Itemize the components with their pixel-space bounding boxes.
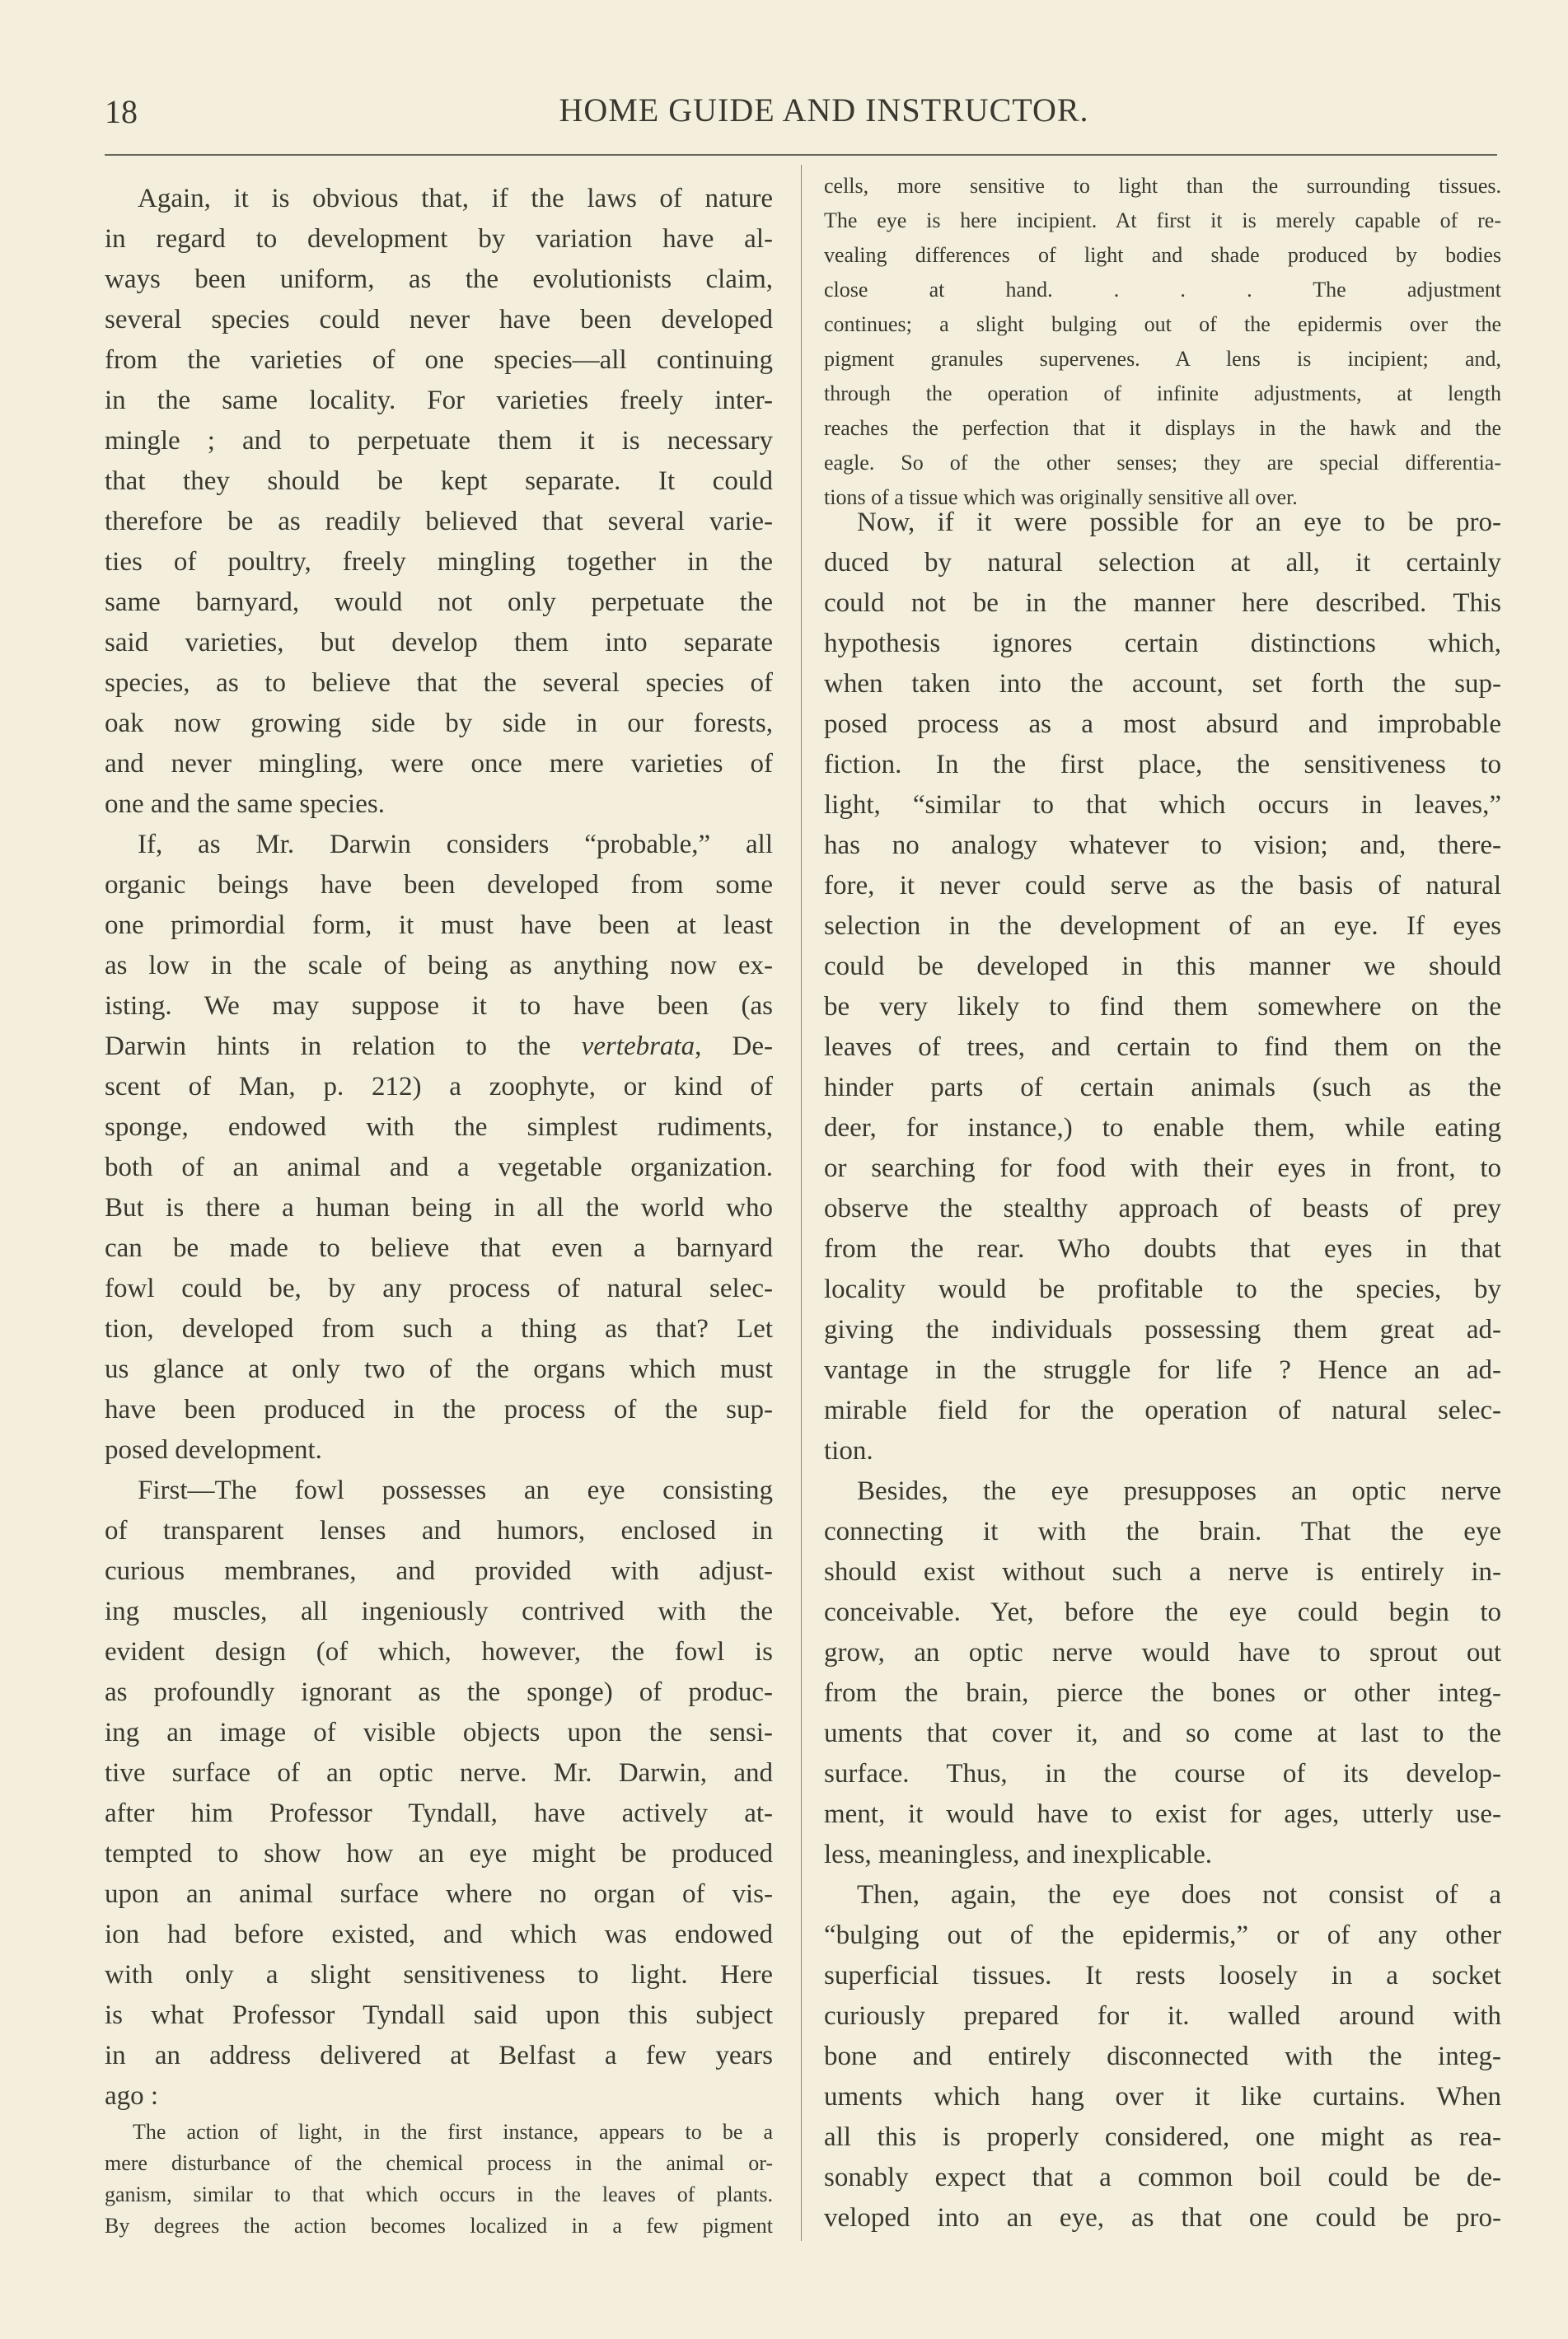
text-line: upon an animal surface where no organ of vis- — [105, 1879, 773, 1909]
text-line: sponge, endowed with the simplest rudiments, — [105, 1112, 773, 1142]
text-line: deer, for instance,) to enable them, while eating — [824, 1113, 1501, 1143]
text-line: through the operation of infinite adjustments, at length — [824, 381, 1501, 405]
text-segment: Darwin hints in relation to the — [105, 1031, 582, 1061]
text-line: posed process as a most absurd and improbable — [824, 709, 1501, 739]
text-line: curiously prepared for it. walled around with — [824, 2001, 1501, 2031]
text-line: when taken into the account, set forth the sup- — [824, 669, 1501, 699]
text-line: mere disturbance of the chemical process in the animal or- — [105, 2151, 773, 2175]
text-line: close at hand. . . . The adjustment — [824, 278, 1501, 302]
text-line: The action of light, in the first instance, appears to be a — [133, 2120, 773, 2144]
text-line: have been produced in the process of the sup- — [105, 1395, 773, 1424]
text-line: veloped into an eye, as that one could be pro- — [824, 2203, 1501, 2233]
column-divider — [801, 165, 802, 2241]
text-line: isting. We may suppose it to have been (as — [105, 991, 773, 1021]
text-line: observe the stealthy approach of beasts of prey — [824, 1194, 1501, 1223]
text-line: grow, an optic nerve would have to sprout out — [824, 1638, 1501, 1668]
text-line: ganism, similar to that which occurs in the leaves of plants. — [105, 2182, 773, 2206]
text-line: ion had before existed, and which was endowed — [105, 1920, 773, 1949]
text-line: fowl could be, by any process of natural selec- — [105, 1274, 773, 1303]
text-line: ing muscles, all ingeniously contrived with the — [105, 1597, 773, 1626]
text-line: all this is properly considered, one might as rea- — [824, 2122, 1501, 2152]
paragraph — [824, 1471, 1501, 1875]
text-line: should exist without such a nerve is entirely in- — [824, 1557, 1501, 1587]
text-line: mirable field for the operation of natural selec- — [824, 1396, 1501, 1425]
paragraph — [824, 503, 1501, 1471]
paragraph — [824, 169, 1501, 515]
text-line: and never mingling, were once mere varieties of — [105, 749, 773, 779]
text-line: fore, it never could serve as the basis of natural — [824, 871, 1501, 901]
paragraph — [105, 2117, 773, 2242]
header-rule — [105, 154, 1497, 156]
text-line: locality would be profitable to the species, by — [824, 1275, 1501, 1304]
text-line: pigment granules supervenes. A lens is incipient; and, — [824, 347, 1501, 371]
text-line: both of an animal and a vegetable organization. — [105, 1153, 773, 1182]
text-line: us glance at only two of the organs which must — [105, 1354, 773, 1384]
paragraph — [105, 179, 773, 825]
text-line: conceivable. Yet, before the eye could begin to — [824, 1598, 1501, 1627]
text-line: ago : — [105, 2081, 159, 2111]
text-line: of transparent lenses and humors, enclosed in — [105, 1516, 773, 1546]
text-line: Besides, the eye presupposes an optic nerve — [857, 1476, 1501, 1506]
block-quote-continued — [824, 169, 1501, 515]
text-line: one primordial form, it must have been at least — [105, 910, 773, 940]
text-line: with only a slight sensitiveness to light. Here — [105, 1960, 773, 1990]
text-line: giving the individuals possessing them great ad- — [824, 1315, 1501, 1345]
text-line: Now, if it were possible for an eye to be pro- — [857, 508, 1501, 537]
text-line: hinder parts of certain animals (such as the — [824, 1073, 1501, 1102]
text-line: tive surface of an optic nerve. Mr. Darwin, and — [105, 1758, 773, 1788]
text-line: leaves of trees, and certain to find them on the — [824, 1032, 1501, 1062]
text-line: sonably expect that a common boil could be de- — [824, 2163, 1501, 2192]
text-line: fiction. In the first place, the sensitiveness to — [824, 750, 1501, 779]
text-line: By degrees the action becomes localized in a few pigment — [105, 2214, 773, 2238]
text-line: could not be in the manner here described. This — [824, 588, 1501, 618]
text-line: less, meaningless, and inexplicable. — [824, 1840, 1213, 1869]
text-line: has no analogy whatever to vision; and, there- — [824, 830, 1501, 860]
text-line: hypothesis ignores certain distinctions which, — [824, 629, 1501, 658]
text-segment: , De- — [695, 1031, 773, 1061]
text-line: cells, more sensitive to light than the surrounding tissues. — [824, 174, 1501, 198]
text-line: could be developed in this manner we should — [824, 952, 1501, 981]
text-line: in an address delivered at Belfast a few years — [105, 2041, 773, 2070]
text-line: scent of Man, p. 212) a zoophyte, or kind of — [105, 1072, 773, 1102]
text-line: curious membranes, and provided with adjust- — [105, 1556, 773, 1586]
text-line: one and the same species. — [105, 789, 385, 819]
text-line: evident design (of which, however, the fowl is — [105, 1637, 773, 1667]
text-line: Again, it is obvious that, if the laws of nature — [138, 184, 773, 213]
text-line — [105, 1027, 773, 1067]
text-line: from the rear. Who doubts that eyes in that — [824, 1234, 1501, 1264]
text-line: ing an image of visible objects upon the sensi- — [105, 1718, 773, 1747]
text-line: surface. Thus, in the course of its develop- — [824, 1759, 1501, 1789]
right-body — [824, 503, 1501, 2238]
text-line: or searching for food with their eyes in front, to — [824, 1153, 1501, 1183]
text-line: ways been uniform, as the evolutionists claim, — [105, 264, 773, 294]
block-quote-start — [105, 2117, 773, 2242]
text-line: posed development. — [105, 1435, 322, 1465]
text-line: The eye is here incipient. At first it is merely capable of re- — [824, 208, 1501, 232]
text-line: species, as to believe that the several species of — [105, 668, 773, 698]
text-line: oak now growing side by side in our forests, — [105, 709, 773, 738]
text-line: duced by natural selection at all, it certainly — [824, 548, 1501, 578]
text-line: after him Professor Tyndall, have actively at- — [105, 1799, 773, 1828]
text-line: in regard to development by variation have al- — [105, 224, 773, 254]
text-line: If, as Mr. Darwin considers “probable,” all — [138, 830, 773, 859]
text-line: can be made to believe that even a barnyard — [105, 1233, 773, 1263]
text-line: same barnyard, would not only perpetuate the — [105, 587, 773, 617]
text-line: ties of poultry, freely mingling together in the — [105, 547, 773, 577]
text-line: from the brain, pierce the bones or other integ- — [824, 1678, 1501, 1708]
text-line: as low in the scale of being as anything now ex- — [105, 951, 773, 980]
text-line: But is there a human being in all the world who — [105, 1193, 773, 1223]
page-number: 18 — [105, 93, 138, 130]
text-line: vealing differences of light and shade produced by bodies — [824, 243, 1501, 267]
text-line: superficial tissues. It rests loosely in a socket — [824, 1961, 1501, 1990]
text-line: said varieties, but develop them into separate — [105, 628, 773, 657]
text-line: continues; a slight bulging out of the epidermis over the — [824, 312, 1501, 336]
text-line: “bulging out of the epidermis,” or of any other — [824, 1920, 1501, 1950]
text-line: bone and entirely disconnected with the integ- — [824, 2042, 1501, 2071]
italic-term: vertebrata — [581, 1031, 695, 1061]
text-line: is what Professor Tyndall said upon this subject — [105, 2000, 773, 2030]
text-line: as profoundly ignorant as the sponge) of produc- — [105, 1677, 773, 1707]
text-line: vantage in the struggle for life ? Hence an ad- — [824, 1355, 1501, 1385]
text-line: eagle. So of the other senses; they are special differentia- — [824, 451, 1501, 475]
text-line: tempted to show how an eye might be produced — [105, 1839, 773, 1869]
text-line: in the same locality. For varieties freely inter- — [105, 386, 773, 415]
text-line: tion. — [824, 1436, 873, 1466]
text-line: First—The fowl possesses an eye consisting — [138, 1476, 773, 1505]
text-line: therefore be as readily believed that several varie- — [105, 507, 773, 536]
paragraph — [824, 1875, 1501, 2238]
text-line: reaches the perfection that it displays in the hawk and the — [824, 416, 1501, 440]
text-line: tion, developed from such a thing as that? Let — [105, 1314, 773, 1344]
text-line: Then, again, the eye does not consist of a — [857, 1880, 1501, 1910]
left-column — [105, 179, 773, 2242]
text-line: mingle ; and to perpetuate them it is necessary — [105, 426, 773, 456]
text-line: tions of a tissue which was originally sensitive all over. — [824, 485, 1298, 509]
text-line: from the varieties of one species—all continuing — [105, 345, 773, 375]
text-line: connecting it with the brain. That the eye — [824, 1517, 1501, 1546]
text-line: uments which hang over it like curtains. When — [824, 2082, 1501, 2112]
text-line: be very likely to find them somewhere on the — [824, 992, 1501, 1022]
text-line: selection in the development of an eye. If eyes — [824, 911, 1501, 941]
left-body — [105, 179, 773, 2117]
text-line: ment, it would have to exist for ages, utterly use- — [824, 1799, 1501, 1829]
text-line: that they should be kept separate. It could — [105, 466, 773, 496]
text-line: organic beings have been developed from some — [105, 870, 773, 900]
text-line: uments that cover it, and so come at last to the — [824, 1719, 1501, 1748]
running-title: HOME GUIDE AND INSTRUCTOR. — [559, 91, 1089, 129]
text-line: light, “similar to that which occurs in leaves,” — [824, 790, 1501, 820]
text-line: several species could never have been developed — [105, 305, 773, 334]
paragraph — [105, 1471, 773, 2117]
paragraph — [105, 825, 773, 1471]
